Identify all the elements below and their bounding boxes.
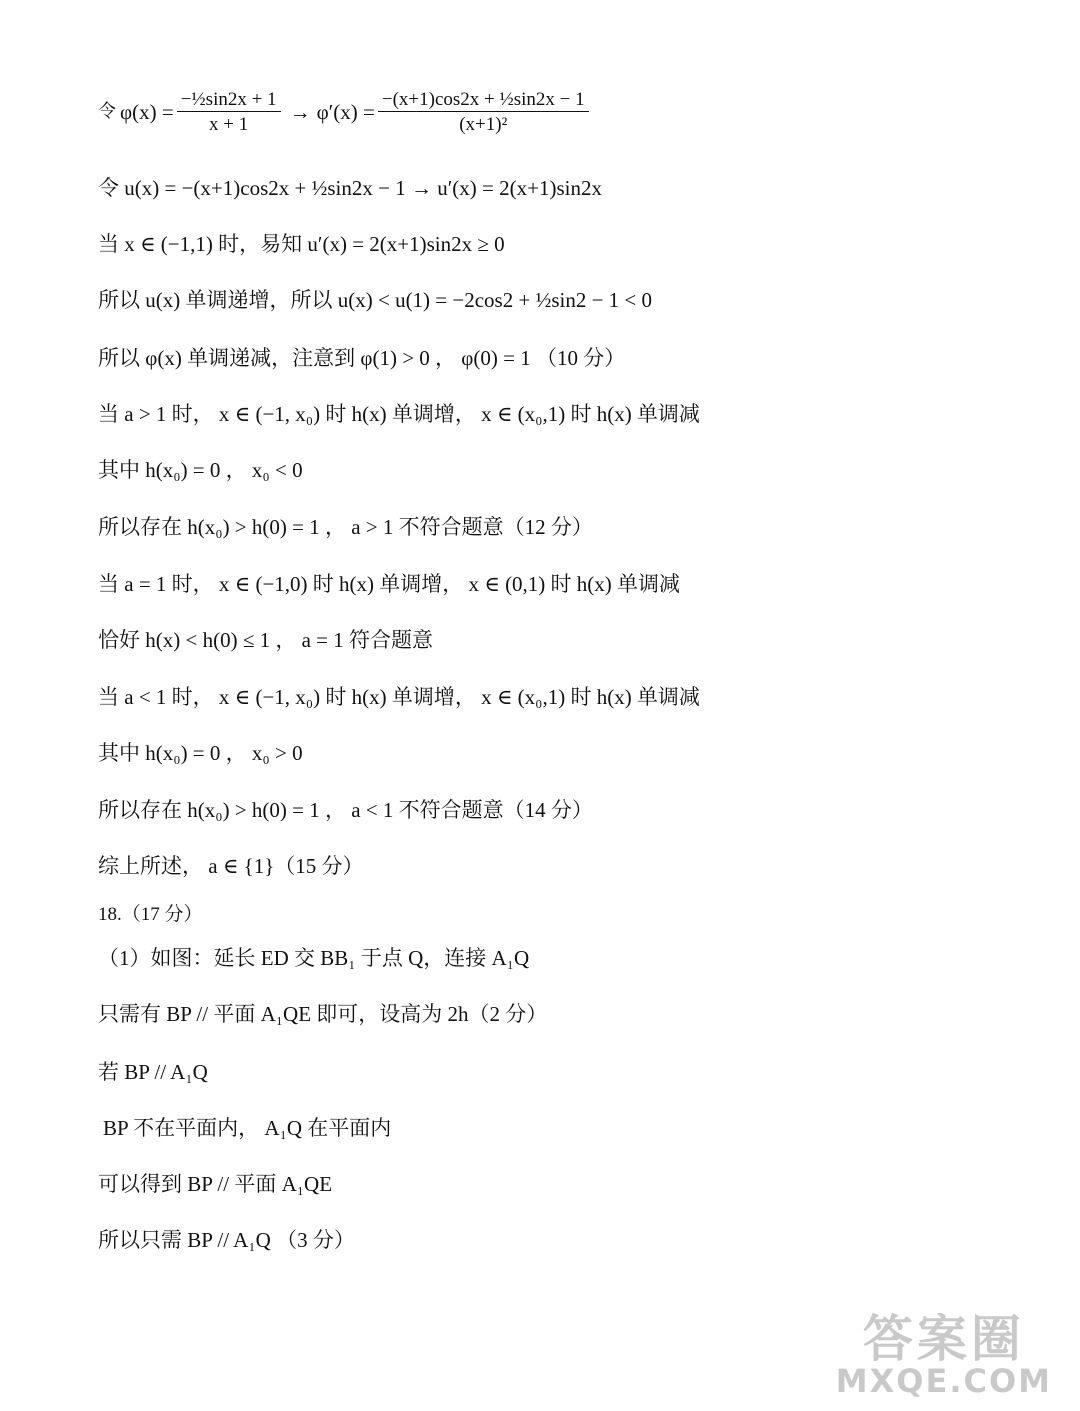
line-conclusion: 综上所述， a ∈ {1}（15 分） xyxy=(98,854,364,878)
line-u-prime-nonneg: 当 x ∈ (−1,1) 时，易知 u′(x) = 2(x+1)sin2x ≥ 0 xyxy=(98,232,505,256)
line-need-bp-parallel: 只需有 BP // 平面 A₁QE 即可，设高为 2h（2 分） xyxy=(98,1002,548,1026)
line-a-eq-1-accept: 恰好 h(x) < h(0) ≤ 1 ， a = 1 符合题意 xyxy=(98,628,434,652)
line-case-a-lt-1: 当 a < 1 时， x ∈ (−1, x₀) 时 h(x) 单调增， x ∈ (x₀,1) 时 h(x) 单调减 xyxy=(98,685,700,709)
phi-fraction xyxy=(177,90,281,134)
arrow: → xyxy=(289,99,311,124)
phi-prime-denominator: (x+1)² xyxy=(459,114,508,135)
line-bp-not-in-plane: BP 不在平面内， A₁Q 在平面内 xyxy=(103,1116,392,1140)
phi-denominator: x + 1 xyxy=(209,114,249,135)
phi-prime-numerator: −(x+1)cos2x + ½sin2x − 1 xyxy=(378,90,589,112)
line-u-increasing: 所以 u(x) 单调递增，所以 u(x) < u(1) = −2cos2 + ½sin2 − 1 < 0 xyxy=(98,288,653,312)
ling-prefix: 令 xyxy=(98,101,116,122)
watermark-text-cn: 答案圈 xyxy=(862,1309,1025,1368)
phi-lhs: φ(x) = xyxy=(120,99,174,124)
line-only-need: 所以只需 BP // A₁Q （3 分） xyxy=(98,1228,355,1252)
line-u-definition: 令 u(x) = −(x+1)cos2x + ½sin2x − 1 → u′(x) = 2(x+1)sin2x xyxy=(98,176,602,200)
line-a-gt-1-reject: 所以存在 h(x₀) > h(0) = 1 ， a > 1 不符合题意（12 分） xyxy=(98,515,593,539)
line-a-lt-1-reject: 所以存在 h(x₀) > h(0) = 1 ， a < 1 不符合题意（14 分） xyxy=(98,798,593,822)
line-case-a-gt-1: 当 a > 1 时， x ∈ (−1, x₀) 时 h(x) 单调增， x ∈ (x₀,1) 时 h(x) 单调减 xyxy=(98,402,700,426)
line-get-bp-parallel-plane: 可以得到 BP // 平面 A₁QE xyxy=(98,1172,333,1196)
line-case-a-eq-1: 当 a = 1 时， x ∈ (−1,0) 时 h(x) 单调增， x ∈ (0,1) 时 h(x) 单调减 xyxy=(98,572,681,596)
watermark-text-url: MXQE.COM xyxy=(835,1361,1052,1400)
problem-18-heading: 18.（17 分） xyxy=(98,904,203,925)
line-if-bp-parallel: 若 BP // A₁Q xyxy=(98,1060,208,1084)
phi-prime-fraction xyxy=(378,90,589,134)
equation-phi-definition xyxy=(98,72,592,152)
line-h-x0-pos: 其中 h(x₀) = 0 ， x₀ > 0 xyxy=(98,741,303,765)
line-phi-decreasing: 所以 φ(x) 单调递减，注意到 φ(1) > 0 ， φ(0) = 1 （10 分） xyxy=(98,346,626,370)
phi-prime-lhs: φ′(x) = xyxy=(316,99,375,124)
phi-numerator: −½sin2x + 1 xyxy=(177,90,281,112)
line-h-x0-neg: 其中 h(x₀) = 0 ， x₀ < 0 xyxy=(98,458,303,482)
line-extend-ed: （1）如图：延长 ED 交 BB₁ 于点 Q，连接 A₁Q xyxy=(98,946,530,970)
watermark-logo xyxy=(835,1309,1052,1400)
